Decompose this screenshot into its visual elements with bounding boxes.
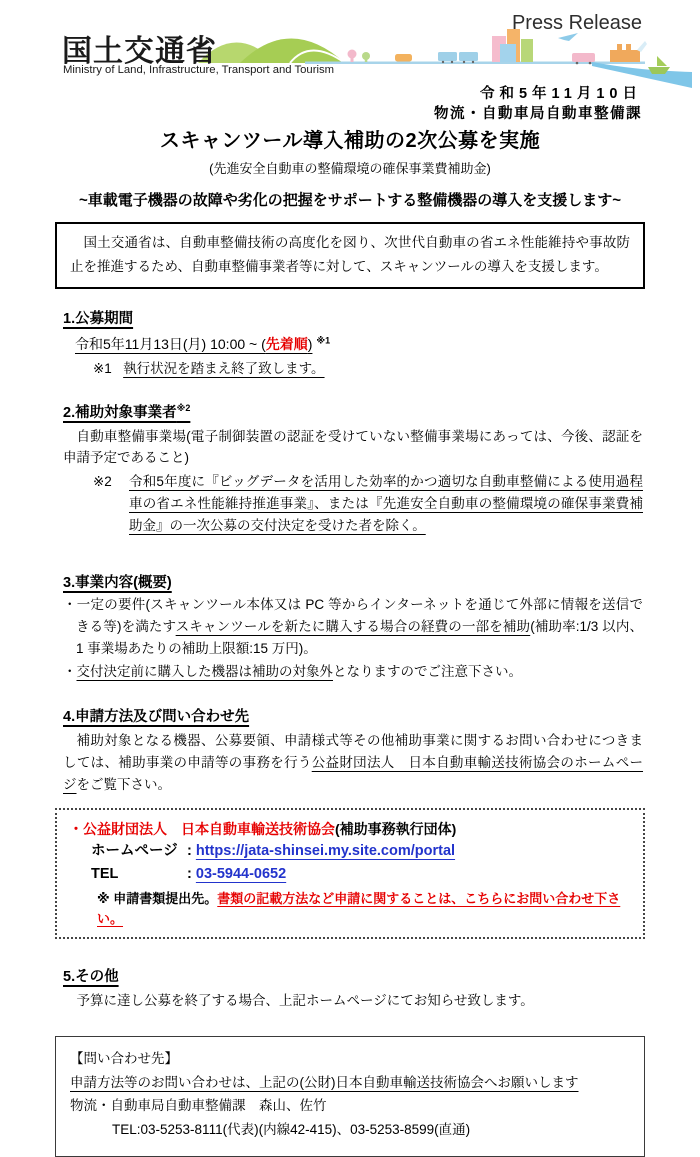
submission-note-red: 書類の記載方法など申請に関することは、こちらにお問い合わせ下さい。 (97, 890, 621, 927)
tel-label: TEL (91, 866, 119, 883)
ship-icon (648, 56, 670, 74)
contact-box (55, 1036, 645, 1157)
exclusion-underline: 交付決定前に購入した機器は補助の対象外 (76, 664, 333, 680)
subsidy-scope-underline: スキャンツールを新たに購入する場合の経費の一部を補助 (175, 618, 531, 634)
page-title: スキャンツール導入補助の2次公募を実施 (159, 130, 541, 152)
section-other (57, 965, 643, 1012)
ministry-logo-text: 国土交通省 (62, 35, 217, 68)
footnote-1-text: 執行状況を踏まえ終了致します。 (123, 360, 325, 376)
page-subtitle: (先進安全自動車の整備環境の確保事業費補助金) (209, 161, 491, 176)
section-4-body: 補助対象となる機器、公募要領、申請様式等その他補助事業に関するお問い合わせにつきましては、補助事業の申請等の事務を行う公益財団法人 日本自動車輸送技術協会のホームページをご覧下さい。 (63, 733, 644, 793)
tel-row: TEL : 03-5944-0652 (91, 863, 631, 886)
tel-number-link[interactable]: 03-5944-0652 (195, 866, 287, 883)
page-tagline: ~車載電子機器の故障や劣化の把握をサポートする整備機器の導入を支援します~ (78, 192, 622, 209)
first-come-label: 先着順 (265, 335, 308, 352)
section-5-heading: 5.その他 (63, 969, 119, 986)
portal-url-link[interactable]: https://jata-shinsei.my.site.com/portal (195, 843, 456, 860)
press-release-label: Press Release (511, 12, 642, 34)
section-eligible-businesses (57, 401, 643, 537)
document-body-2 (0, 965, 700, 1012)
contact-line-tel: TEL:03-5253-8111(代表)(内線42-415)、03-5253-8599(直通) (112, 1122, 471, 1137)
homepage-label: ホームページ (91, 843, 178, 860)
issuing-department: 物流・自動車局自動車整備課 (434, 106, 642, 122)
association-homepage-underline: 公益財団法人 日本自動車輸送技術協会のホームページ (63, 755, 644, 793)
footnote-2-marker: ※2 (93, 474, 112, 490)
summary-box (55, 222, 645, 289)
section-4-heading: 4.申請方法及び問い合わせ先 (63, 709, 250, 726)
section-1-heading: 1.公募期間 (63, 310, 134, 327)
header (0, 0, 700, 120)
organization-name: ・公益財団法人 日本自動車輸送技術協会 (69, 820, 335, 837)
footnote-2 (93, 471, 643, 537)
section-3-heading: 3.事業内容(概要) (63, 574, 172, 591)
section-application-period (57, 307, 643, 377)
release-date: 令和5年11月10日 (479, 86, 642, 102)
application-period-line (75, 334, 643, 354)
title-block (0, 124, 700, 210)
section-how-to-apply (57, 705, 643, 796)
section-2-heading: 2.補助対象事業者$^{※2}$ (63, 402, 191, 421)
footnote-ref-1: ※1 (316, 334, 331, 345)
footnote-1 (93, 357, 643, 377)
period-text: 令和5年11月13日(月) 10:00 ~ (先着順) (75, 335, 313, 352)
factory-icon (610, 41, 647, 62)
section-5-body: 予算に達し公募を終了する場合、上記ホームページにてお知らせ致します。 (76, 993, 534, 1009)
section-project-outline (57, 571, 643, 683)
bullet-marker: ・ (63, 596, 77, 612)
executing-organization: ・公益財団法人 日本自動車輸送技術協会(補助事務執行団体) (69, 820, 457, 837)
homepage-row: ホームページ : https://jata-shinsei.my.site.com/portal (91, 840, 631, 863)
section-2-body: 自動車整備事業場(電子制御装置の認証を受けていない整備事業場にあっては、今後、認証を申請予定であること) (63, 428, 643, 466)
contact-line-department: 物流・自動車局自動車整備課 森山、佐竹 (70, 1098, 327, 1114)
footnote-ref-2: ※2 (176, 402, 191, 413)
outline-bullet-1: ・一定の要件(スキャンツール本体又は PC 等からインターネットを通じて外部に情報を送信できる等)を満たすスキャンツールを新たに購入する場合の経費の一部を補助(補助率:1/3 以内、1 事業場あたりの補助上限額:15 万円)。 (63, 596, 644, 656)
submission-note: ※ 申請書類提出先。書類の記載方法など申請に関することは、こちらにお問い合わせ下さい。 (97, 890, 621, 927)
bullet-marker: ・ (63, 664, 77, 680)
footnote-2-text: 令和5年度に『ビッグデータを活用した効率的かつ適切な自動車整備による使用過程車の省エネ性能維持推進事業』、または『先進安全自動車の整備環境の確保事業費補助金』の一次公募の交付決定を受けた者を除く。 (129, 474, 643, 534)
car-icon (395, 54, 412, 62)
footnote-1-marker: ※1 (93, 360, 112, 376)
contact-box-title: 【問い合わせ先】 (70, 1051, 178, 1067)
ministry-logo-subtitle: Ministry of Land, Infrastructure, Transport and Tourism (63, 64, 335, 76)
document-body (0, 307, 700, 796)
contact-line-association: 申請方法等のお問い合わせは、上記の(公財)日本自動車輸送技術協会へお願いします (70, 1074, 579, 1090)
application-office-box (55, 808, 645, 939)
outline-bullet-2: ・交付決定前に購入した機器は補助の対象外となりますのでご注意下さい。 (63, 664, 522, 680)
summary-text: 国土交通省は、自動車整備技術の高度化を図り、次世代自動車の省エネ性能維持や事故防止を推進するため、自動車整備事業者等に対して、スキャンツールの導入を支援します。 (70, 235, 630, 275)
